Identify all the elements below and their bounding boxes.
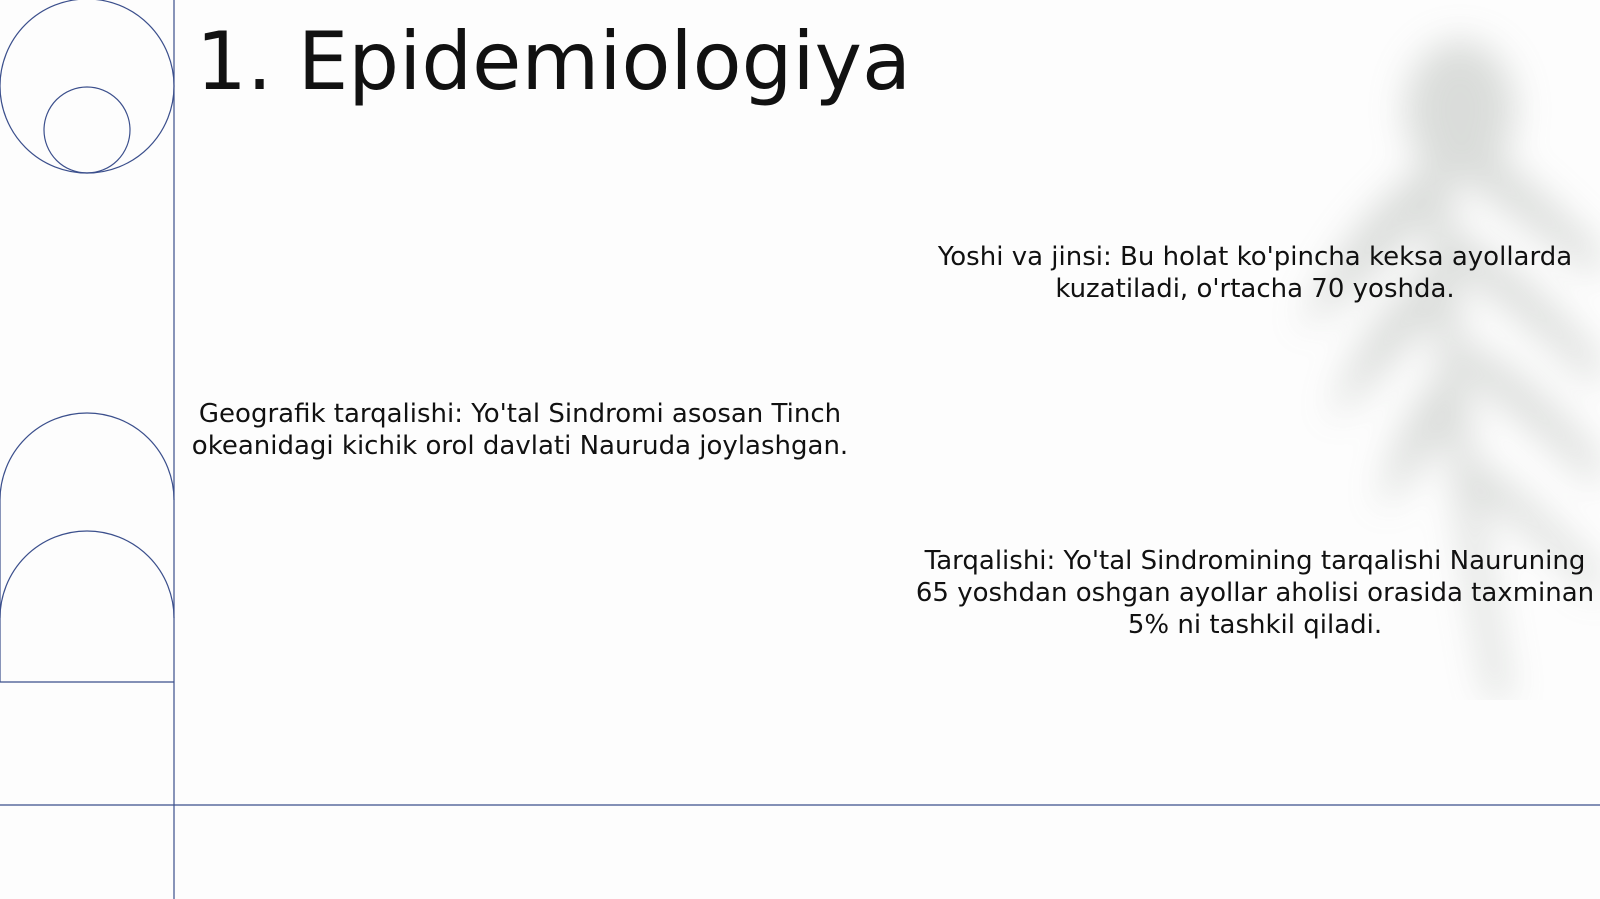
small-circle: [44, 87, 130, 173]
age-sex-text: Yoshi va jinsi: Bu holat ko'pincha keksa ayollarda kuzatiladi, o'rtacha 70 yoshda.: [937, 242, 1573, 304]
lower-arch: [0, 531, 174, 618]
geography-text: Geografik tarqalishi: Yo'tal Sindromi asosan Tinch okeanidagi kichik orol davlati Nauruda joylashgan.: [191, 399, 849, 461]
slide-title: 1. Epidemiologiya: [196, 15, 911, 108]
prevalence-text: Tarqalishi: Yo'tal Sindromining tarqalishi Nauruning 65 yoshdan oshgan ayollar aholisi orasida taxminan 5% ni tashkil qiladi.: [915, 546, 1595, 640]
upper-arch: [0, 413, 174, 500]
large-circle: [0, 0, 174, 173]
